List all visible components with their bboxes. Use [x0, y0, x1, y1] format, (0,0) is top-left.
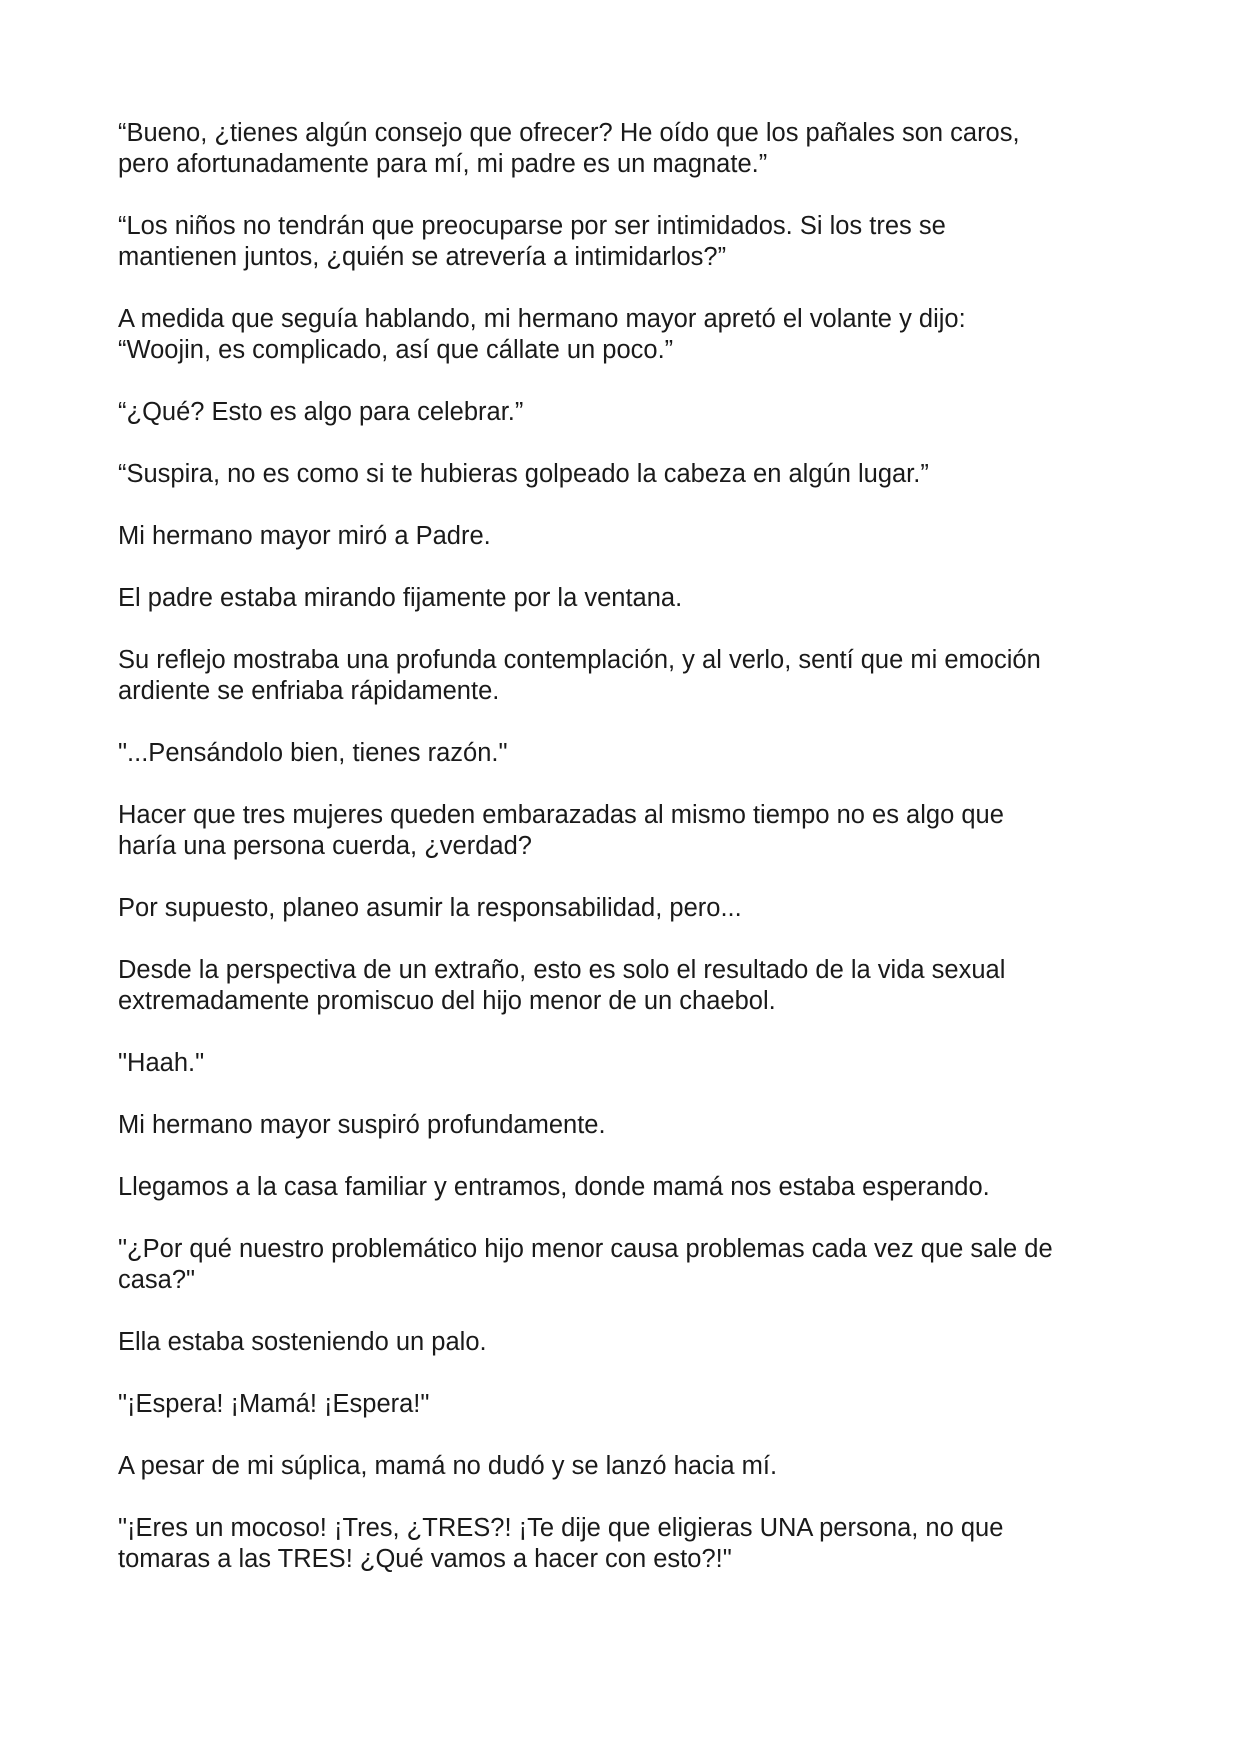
paragraph: Hacer que tres mujeres queden embarazadas al mismo tiempo no es algo que haría una persona cuerda, ¿verdad?: [118, 801, 1004, 860]
paragraph: “Suspira, no es como si te hubieras golpeado la cabeza en algún lugar.”: [118, 460, 929, 488]
paragraph: A pesar de mi súplica, mamá no dudó y se lanzó hacia mí.: [118, 1452, 778, 1480]
paragraph: "Haah.": [118, 1049, 205, 1077]
document-body: [118, 118, 1133, 1606]
paragraph: "¡Espera! ¡Mamá! ¡Espera!": [118, 1390, 430, 1418]
paragraph: Ella estaba sosteniendo un palo.: [118, 1328, 487, 1356]
paragraph: Su reflejo mostraba una profunda contemplación, y al verlo, sentí que mi emoción ardiente se enfriaba rápidamente.: [118, 646, 1041, 705]
paragraph: Por supuesto, planeo asumir la responsabilidad, pero...: [118, 894, 742, 922]
paragraph: Mi hermano mayor suspiró profundamente.: [118, 1111, 606, 1139]
paragraph: "¿Por qué nuestro problemático hijo menor causa problemas cada vez que sale de casa?": [118, 1235, 1053, 1294]
paragraph: "¡Eres un mocoso! ¡Tres, ¿TRES?! ¡Te dije que eligieras UNA persona, no que tomaras a las TRES! ¿Qué vamos a hacer con esto?!": [118, 1514, 1004, 1573]
paragraph: Desde la perspectiva de un extraño, esto es solo el resultado de la vida sexual extremadamente promiscuo del hijo menor de un chaebol.: [118, 956, 1006, 1015]
paragraph: A medida que seguía hablando, mi hermano mayor apretó el volante y dijo: “Woojin, es complicado, así que cállate un poco.”: [118, 305, 966, 364]
paragraph: "...Pensándolo bien, tienes razón.": [118, 739, 508, 767]
paragraph: “Los niños no tendrán que preocuparse por ser intimidados. Si los tres se mantienen juntos, ¿quién se atrevería a intimidarlos?”: [118, 212, 946, 271]
paragraph: El padre estaba mirando fijamente por la ventana.: [118, 584, 683, 612]
paragraph: “Bueno, ¿tienes algún consejo que ofrecer? He oído que los pañales son caros, pero afortunadamente para mí, mi padre es un magnate.”: [118, 119, 1020, 178]
paragraph: Llegamos a la casa familiar y entramos, donde mamá nos estaba esperando.: [118, 1173, 990, 1201]
paragraph: Mi hermano mayor miró a Padre.: [118, 522, 491, 550]
paragraph: “¿Qué? Esto es algo para celebrar.”: [118, 398, 524, 426]
